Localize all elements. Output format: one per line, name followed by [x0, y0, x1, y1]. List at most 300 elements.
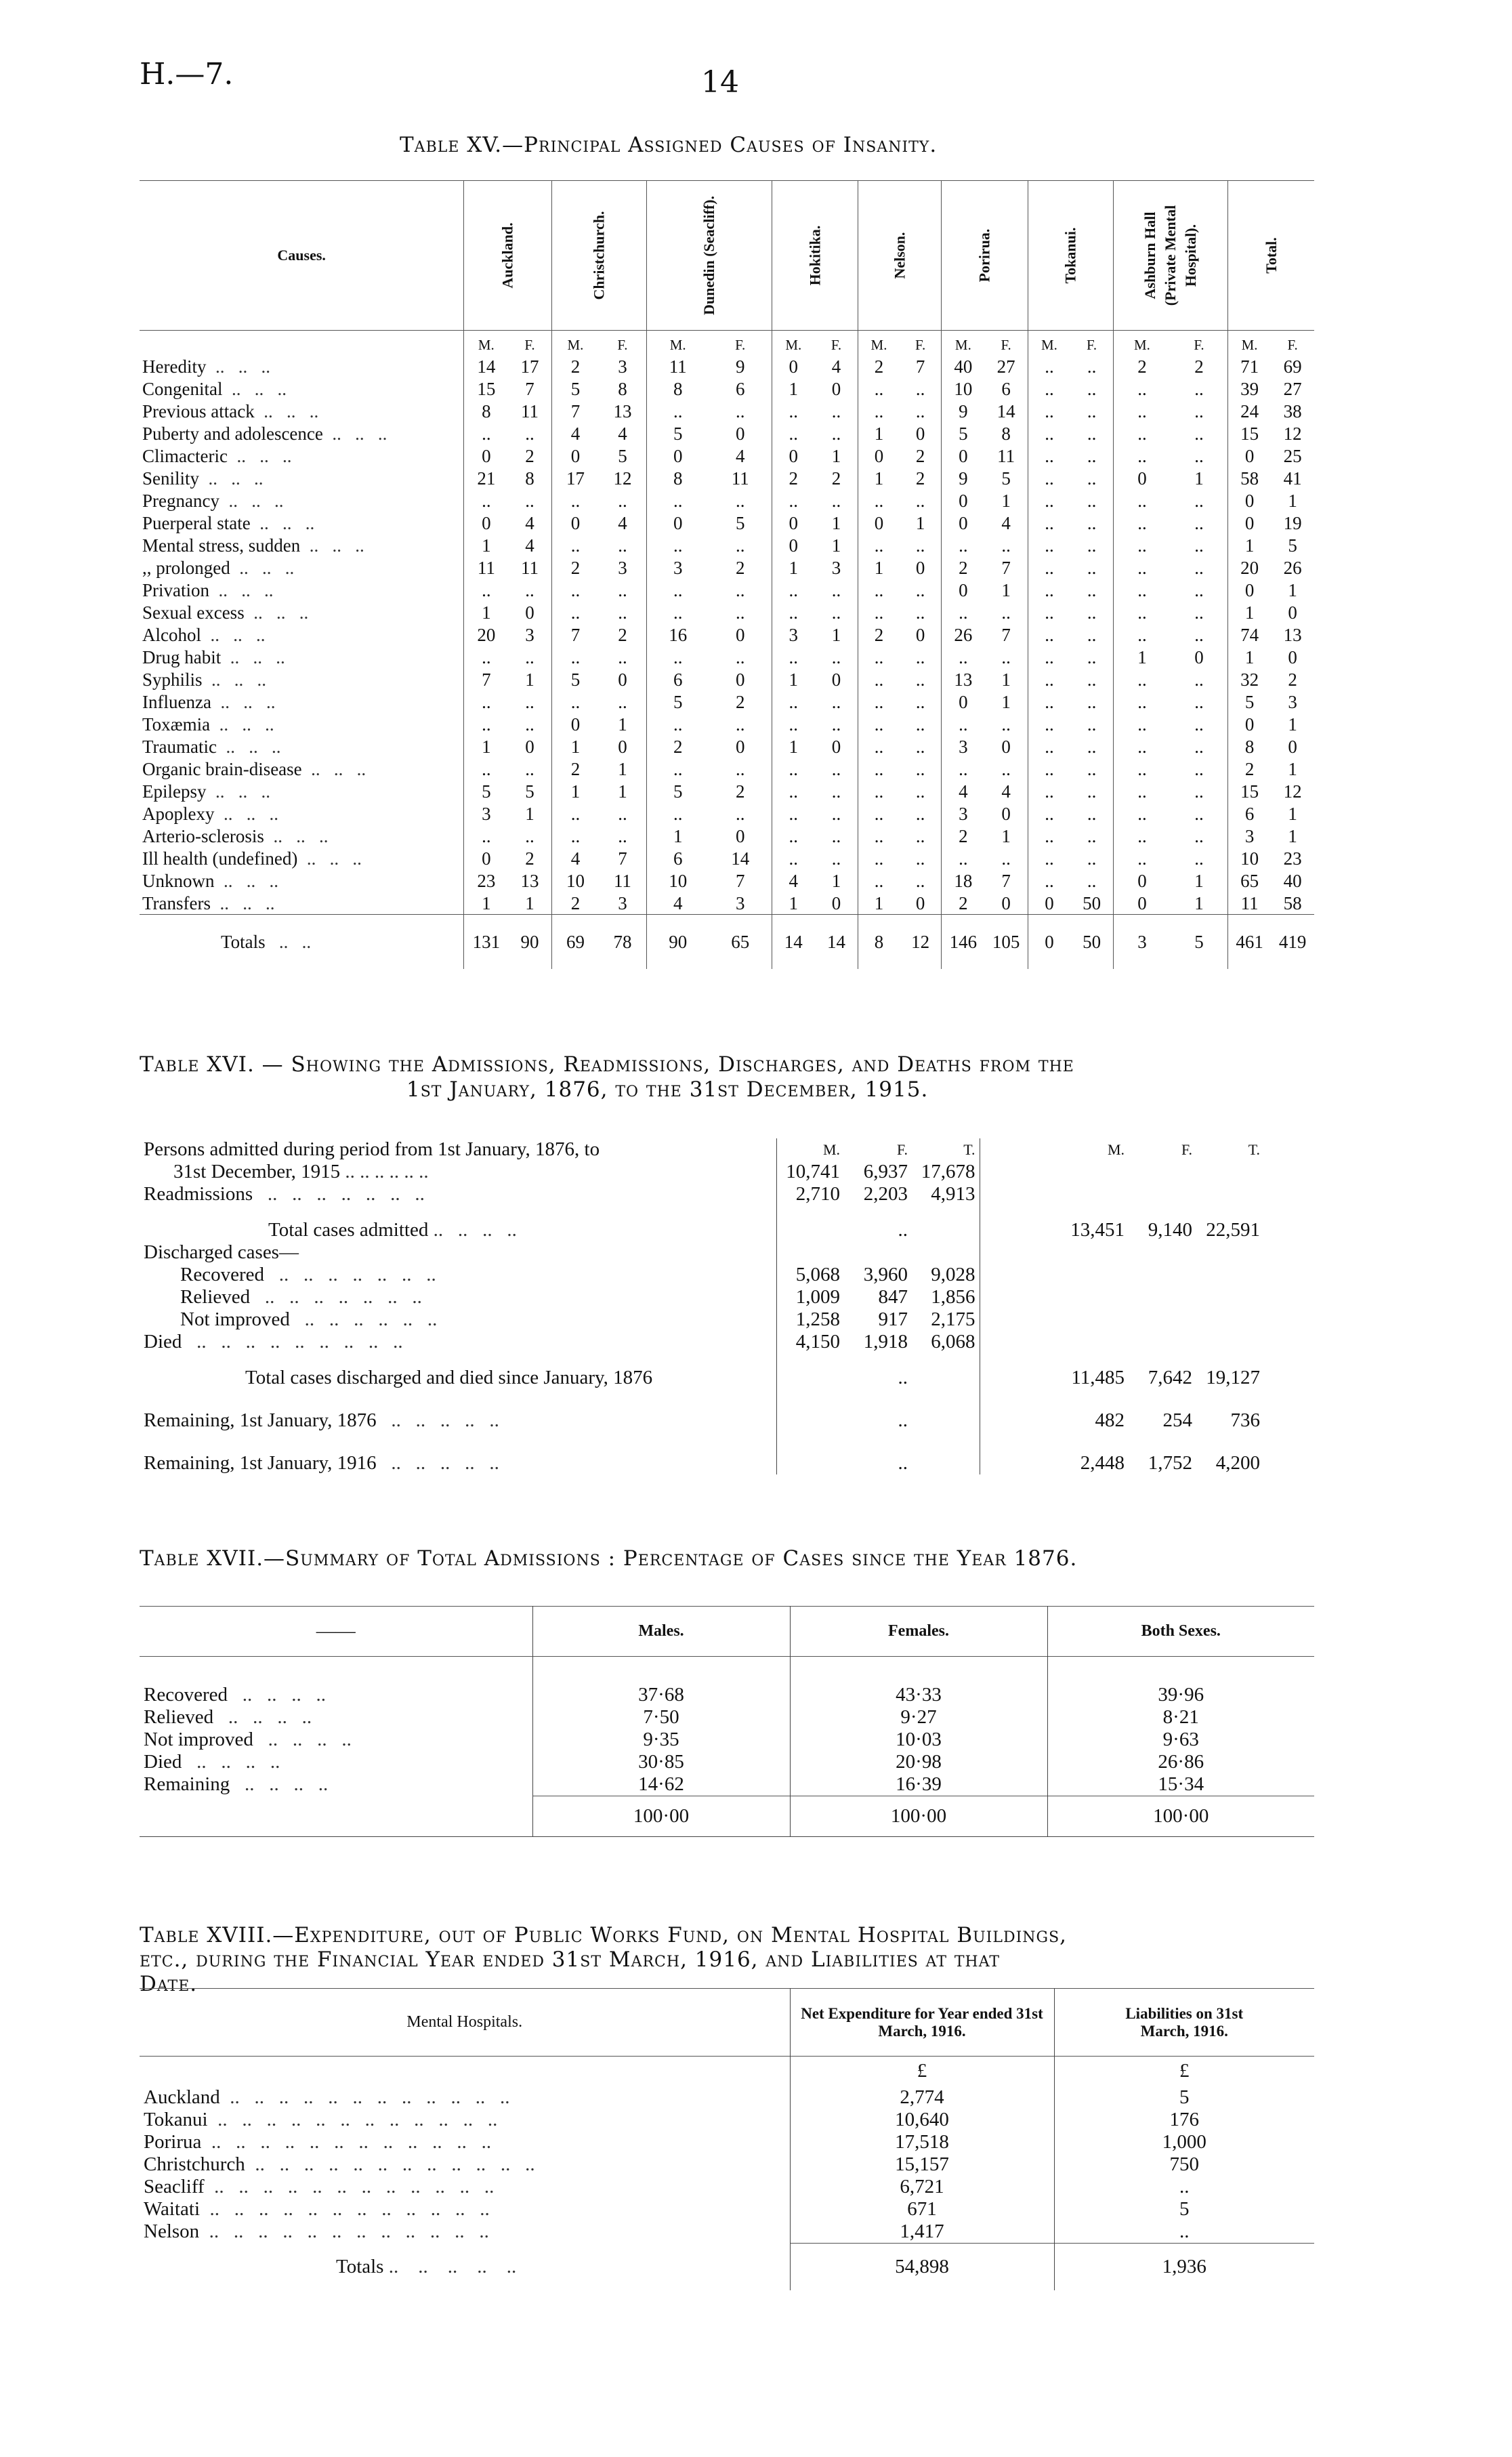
row-label: Recovered	[144, 1684, 228, 1706]
cell-value: ..	[1045, 512, 1054, 533]
cell-value: 9	[959, 400, 968, 421]
cell-value: 11	[508, 556, 551, 579]
cell-value: ..	[1171, 713, 1228, 735]
cell-value: ..	[874, 535, 884, 556]
mf-label: F.	[1171, 331, 1228, 356]
liability-value: ..	[1179, 2220, 1190, 2242]
cell-value: 3	[508, 623, 551, 646]
total-value: 8	[858, 915, 900, 970]
total-value: 65	[709, 915, 772, 970]
cell-value: 0	[815, 668, 858, 690]
cell-value: 0	[1244, 512, 1255, 533]
mf-label: F.	[508, 331, 551, 356]
cell-value: 2	[570, 557, 581, 578]
total-value: 419	[1271, 915, 1314, 970]
cell-value: ..	[1171, 556, 1228, 579]
cause-label: Mental stress, sudden .. .. ..	[140, 534, 464, 556]
cell-value: ..	[1070, 377, 1113, 400]
cell-value: ..	[1045, 848, 1054, 869]
cell-value: ..	[900, 690, 942, 713]
cell-value: 2	[570, 356, 581, 377]
cell-value: 0	[789, 445, 799, 466]
cell-value: 15·34	[1158, 1773, 1204, 1795]
cell-value: ..	[599, 825, 646, 847]
table-row: Nelson .. .. .. .. .. .. .. .. .. .. .. .. 1,417 ..	[140, 2221, 1314, 2244]
expenditure-value: 2,774	[790, 2086, 1054, 2109]
hospital-name: Waitati	[144, 2197, 201, 2220]
liability-value: 5	[1179, 2197, 1190, 2220]
table-row	[140, 802, 1314, 825]
cell-value: ..	[1171, 802, 1228, 825]
cause-label: Apoplexy .. .. ..	[140, 802, 464, 825]
cell-value: ..	[900, 713, 942, 735]
cell-value: 1	[1171, 869, 1228, 892]
cell-value: 0	[1137, 468, 1147, 489]
cell-value: 7	[570, 624, 581, 645]
cell-value: ..	[508, 579, 551, 601]
cell-value: 0	[1137, 892, 1147, 913]
cell-value: 0	[815, 892, 858, 915]
cause-label: Pregnancy .. .. ..	[140, 489, 464, 512]
cell-value: ..	[599, 601, 646, 623]
cell-value: 4	[508, 512, 551, 534]
cell-value: ..	[1070, 623, 1113, 646]
cell-value: ..	[1137, 714, 1147, 735]
cell-value: 0	[673, 445, 683, 466]
cell-value: 1	[570, 736, 581, 757]
cause-label: Influenza .. .. ..	[140, 690, 464, 713]
hospital-name: Tokanui	[144, 2108, 208, 2130]
cell-value: 7	[709, 869, 772, 892]
cell-value: ..	[1070, 735, 1113, 758]
cell-value: ..	[1137, 825, 1147, 846]
cell-value: 11	[508, 400, 551, 422]
hospital-name: Christchurch	[144, 2153, 245, 2175]
cell-value: 2	[709, 690, 772, 713]
cell-value: 4	[599, 422, 646, 445]
cell-value: ..	[482, 758, 491, 779]
total-value: 78	[599, 915, 646, 970]
liability-value: ..	[1179, 2175, 1190, 2197]
cell-value: ..	[1070, 534, 1113, 556]
cell-value: 0	[900, 892, 942, 915]
cell-value: 74	[1240, 624, 1259, 645]
mf-label: F.	[1287, 337, 1298, 353]
hospital-name: Seacliff	[144, 2175, 205, 2197]
cell-value: 12	[599, 467, 646, 489]
cell-value: 14	[985, 400, 1028, 422]
cell-value: ..	[789, 848, 799, 869]
cell-value: ..	[1045, 691, 1054, 712]
cell-value: 0	[599, 668, 646, 690]
cell-value: ..	[508, 646, 551, 668]
cell-value: 0	[482, 512, 491, 533]
cell-value: 15	[1240, 423, 1259, 444]
cell-value: 5	[570, 669, 581, 690]
cell-value: ..	[709, 601, 772, 623]
cell-value: 1	[1288, 758, 1297, 779]
cell-value: ..	[1171, 780, 1228, 802]
cell-value: 39·96	[1158, 1684, 1204, 1706]
cell-value: ..	[874, 848, 884, 869]
cell-value: ..	[1045, 803, 1054, 824]
expenditure-value: 6,721	[790, 2176, 1054, 2198]
cell-value: 4	[815, 355, 858, 377]
cell-value: ..	[482, 490, 491, 511]
cell-value: 1	[508, 668, 551, 690]
cell-value: 10	[1240, 848, 1259, 869]
total-value: 3	[1113, 915, 1171, 970]
cell-value: ..	[900, 400, 942, 422]
table15	[140, 180, 1314, 969]
cell-value: 4	[709, 445, 772, 467]
cell-value: ..	[959, 646, 968, 667]
cell-value: 1	[789, 892, 799, 913]
table-row	[140, 758, 1314, 780]
row-label: Died	[144, 1751, 182, 1773]
table-row	[140, 869, 1314, 892]
cell-value: 40	[954, 356, 973, 377]
cause-label: Traumatic .. .. ..	[140, 735, 464, 758]
table-row	[140, 847, 1314, 869]
cell-value: 0	[1288, 736, 1297, 757]
cell-value: 30·85	[532, 1751, 790, 1773]
mf-label: F.	[815, 331, 858, 356]
table-row	[140, 355, 1314, 377]
table-row	[140, 601, 1314, 623]
cell-value: 0	[1171, 646, 1228, 668]
cause-label: Organic brain-disease .. .. ..	[140, 758, 464, 780]
cell-value: ..	[1070, 668, 1113, 690]
cell-value: ..	[599, 690, 646, 713]
cell-value: 2	[1137, 356, 1147, 377]
cell-value: ..	[815, 646, 858, 668]
cell-value: ..	[482, 579, 491, 600]
cell-value: ..	[1070, 847, 1113, 869]
mf-label: M.	[1041, 337, 1057, 353]
cell-value: 3	[815, 556, 858, 579]
cell-value: ..	[815, 847, 858, 869]
cell-value: 4	[789, 870, 799, 891]
cell-value: ..	[508, 489, 551, 512]
cell-value: ..	[985, 713, 1028, 735]
row-label: Not improved	[144, 1729, 253, 1750]
col-header: Porirua.	[942, 181, 1028, 331]
table-row: Seacliff .. .. .. .. .. .. .. .. .. .. .. .. 6,721 ..	[140, 2176, 1314, 2198]
cause-label: Puberty and adolescence .. .. ..	[140, 422, 464, 445]
table18-caption-2: etc., during the Financial Year ended 31st March, 1916, and Liabilities at that	[140, 1947, 1001, 1972]
cell-value: ..	[709, 400, 772, 422]
cell-value: 3	[709, 892, 772, 915]
cell-value: ..	[900, 534, 942, 556]
cell-value: 13	[599, 400, 646, 422]
table16-caption-2: 1st January, 1876, to the 31st December, 1915.	[406, 1077, 929, 1102]
cell-value: 9	[709, 355, 772, 377]
cell-value: ..	[570, 803, 581, 824]
cell-value: ..	[1070, 646, 1113, 668]
cell-value: ..	[1070, 758, 1113, 780]
expenditure-value: 671	[790, 2198, 1054, 2221]
cell-value: ..	[985, 646, 1028, 668]
cell-value: 0	[599, 735, 646, 758]
cell-value: 0	[1244, 714, 1255, 735]
cell-value: 8	[482, 400, 491, 421]
cause-label: Heredity .. .. ..	[140, 355, 464, 377]
cell-value: 3	[673, 557, 683, 578]
cell-value: 1	[1244, 646, 1255, 667]
table-row: Not improved .. .. .. .. 9·35 10·03 9·63	[140, 1729, 1314, 1751]
cell-value: 11	[709, 467, 772, 489]
cell-value: ..	[1045, 356, 1054, 377]
cell-value: 71	[1240, 356, 1259, 377]
mf-label: F.	[985, 331, 1028, 356]
cause-label: Drug habit .. .. ..	[140, 646, 464, 668]
cell-value: ..	[874, 736, 884, 757]
cell-value: ..	[1137, 624, 1147, 645]
cell-value: ..	[874, 400, 884, 421]
cell-value: 19	[1283, 512, 1302, 533]
liability-value: 750	[1169, 2153, 1199, 2175]
cell-value: ..	[673, 602, 683, 623]
cell-value: 11	[477, 557, 495, 578]
cell-value: ..	[900, 847, 942, 869]
cell-value: 0	[1288, 646, 1297, 667]
cell-value: ..	[570, 646, 581, 667]
cell-value: 0	[1244, 579, 1255, 600]
liability-value: 1,000	[1162, 2130, 1206, 2153]
cell-value: 0	[959, 490, 968, 511]
cell-value: ..	[1070, 601, 1113, 623]
cell-value: ..	[599, 646, 646, 668]
cell-value: ..	[1171, 400, 1228, 422]
cell-value: 26·86	[1158, 1751, 1204, 1773]
cell-value: 7·50	[532, 1706, 790, 1729]
cell-value: 1	[482, 736, 491, 757]
table-row	[140, 534, 1314, 556]
cell-value: 0	[985, 735, 1028, 758]
cell-value: ..	[874, 378, 884, 399]
cell-value: 8	[985, 422, 1028, 445]
cell-value: 4	[570, 848, 581, 869]
cell-value: 11	[669, 356, 687, 377]
cell-value: ..	[1045, 758, 1054, 779]
col-header: Ashburn Hall (Private Mental Hospital).	[1113, 181, 1227, 331]
cell-value: 58	[1240, 468, 1259, 489]
cell-value: 11	[599, 869, 646, 892]
cell-value: 2	[1288, 669, 1297, 690]
table16-caption: Table XVI. — Showing the Admissions, Readmissions, Discharges, and Deaths from the	[140, 1052, 1074, 1077]
causes-header: Causes.	[140, 181, 464, 331]
cell-value: ..	[874, 691, 884, 712]
cell-value: 6	[673, 848, 683, 869]
cell-value: ..	[1070, 802, 1113, 825]
cell-value: 2	[599, 623, 646, 646]
cause-label: Ill health (undefined) .. .. ..	[140, 847, 464, 869]
cell-value: ..	[1045, 468, 1054, 489]
cell-value: ..	[789, 758, 799, 779]
cell-value: 8	[673, 378, 683, 399]
table-row	[140, 892, 1314, 915]
cell-value: 2	[570, 892, 581, 913]
cell-value: ..	[789, 714, 799, 735]
table-row	[140, 780, 1314, 802]
cell-value: ..	[874, 825, 884, 846]
cell-value: 1	[482, 602, 491, 623]
cause-label: Unknown .. .. ..	[140, 869, 464, 892]
cell-value: ..	[1171, 623, 1228, 646]
cell-value: ..	[673, 646, 683, 667]
table-row: Recovered .. .. .. .. 37·68 43·33 39·96	[140, 1684, 1314, 1706]
cell-value: ..	[1171, 847, 1228, 869]
cell-value: 0	[709, 668, 772, 690]
t16-value: 10,741	[786, 1161, 840, 1182]
cause-label: Privation .. .. ..	[140, 579, 464, 601]
cell-value: ..	[815, 601, 858, 623]
mf-label: M.	[567, 337, 584, 353]
cell-value: ..	[482, 646, 491, 667]
cell-value: ..	[1045, 490, 1054, 511]
cause-label: Senility .. .. ..	[140, 467, 464, 489]
cell-value: 13	[1283, 624, 1302, 645]
cell-value: 7	[900, 355, 942, 377]
cell-value: ..	[1070, 355, 1113, 377]
total-value: 12	[900, 915, 942, 970]
cell-value: 9·63	[1162, 1729, 1199, 1750]
table-row: Waitati .. .. .. .. .. .. .. .. .. .. .. .. 671 5	[140, 2198, 1314, 2221]
cell-value: ..	[1045, 624, 1054, 645]
cell-value: 20	[1240, 557, 1259, 578]
cell-value: ..	[1070, 467, 1113, 489]
cell-value: 1	[789, 736, 799, 757]
cell-value: 11	[1240, 892, 1259, 913]
cell-value: ..	[1137, 691, 1147, 712]
cell-value: 2	[789, 468, 799, 489]
cell-value: ..	[1171, 668, 1228, 690]
cell-value: ..	[815, 802, 858, 825]
cell-value: 6	[673, 669, 683, 690]
cell-value: ..	[599, 579, 646, 601]
cell-value: 23	[477, 870, 496, 891]
cell-value: ..	[1171, 534, 1228, 556]
table-row	[140, 690, 1314, 713]
cell-value: ..	[789, 803, 799, 824]
cell-value: 13	[954, 669, 973, 690]
cell-value: ..	[1045, 535, 1054, 556]
cell-value: ..	[815, 713, 858, 735]
cell-value: 1	[985, 825, 1028, 847]
cell-value: ..	[1137, 445, 1147, 466]
cell-value: 1	[815, 512, 858, 534]
cell-value: 27	[985, 355, 1028, 377]
cell-value: ..	[570, 825, 581, 846]
cell-value: 0	[874, 512, 884, 533]
cell-value: 0	[570, 512, 581, 533]
page-number: 14	[701, 65, 739, 100]
cell-value: 2	[959, 825, 968, 846]
cell-value: ..	[874, 781, 884, 802]
cell-value: ..	[709, 534, 772, 556]
cell-value: ..	[1171, 422, 1228, 445]
cell-value: ..	[599, 489, 646, 512]
cell-value: ..	[1171, 690, 1228, 713]
cause-label: Epilepsy .. .. ..	[140, 780, 464, 802]
col-header: Christchurch.	[551, 181, 646, 331]
cell-value: 2	[959, 892, 968, 913]
cell-value: ..	[1171, 489, 1228, 512]
cell-value: ..	[900, 735, 942, 758]
row-label: Remaining	[144, 1773, 230, 1796]
cell-value: 17	[508, 355, 551, 377]
cell-value: 65	[1240, 870, 1259, 891]
cell-value: 0	[709, 735, 772, 758]
cell-value: 0	[673, 512, 683, 533]
cell-value: 2	[900, 445, 942, 467]
cell-value: 3	[1288, 691, 1297, 712]
cell-value: 1	[874, 892, 884, 913]
cell-value: 21	[477, 468, 496, 489]
cell-value: 38	[1283, 400, 1302, 421]
cell-value: ..	[985, 534, 1028, 556]
cell-value: 0	[709, 623, 772, 646]
cell-value: 0	[482, 445, 491, 466]
table-row	[140, 735, 1314, 758]
cell-value: ..	[1137, 669, 1147, 690]
col-header: Nelson.	[858, 181, 942, 331]
cell-value: 1	[1288, 490, 1297, 511]
cell-value: ..	[789, 423, 799, 444]
table-row: Remaining .. .. .. .. 14·62 16·39 15·34	[140, 1773, 1314, 1796]
cell-value: 0	[1244, 445, 1255, 466]
cell-value: ..	[1045, 825, 1054, 846]
cell-value: 26	[954, 624, 973, 645]
cell-value: 0	[508, 735, 551, 758]
cell-value: 4	[508, 534, 551, 556]
cell-value: ..	[789, 781, 799, 802]
cause-label: ,, prolonged .. .. ..	[140, 556, 464, 579]
cell-value: ..	[508, 422, 551, 445]
cell-value: ..	[1137, 378, 1147, 399]
cell-value: 1	[599, 713, 646, 735]
cell-value: 1	[985, 489, 1028, 512]
table-row	[140, 825, 1314, 847]
cell-value: 13	[508, 869, 551, 892]
table17-caption: Table XVII.—Summary of Total Admissions : Percentage of Cases since the Year 1876.	[140, 1546, 1078, 1571]
cell-value: 0	[1288, 602, 1297, 623]
table-row: Relieved .. .. .. .. 7·50 9·27 8·21	[140, 1706, 1314, 1729]
cell-value: ..	[673, 579, 683, 600]
cell-value: ..	[900, 869, 942, 892]
cell-value: 7	[482, 669, 491, 690]
cell-value: 12	[1283, 781, 1302, 802]
cell-value: ..	[709, 713, 772, 735]
hospital-name: Auckland	[144, 2086, 220, 2108]
cell-value: 5	[1244, 691, 1255, 712]
cause-label: Toxæmia .. .. ..	[140, 713, 464, 735]
cell-value: 3	[482, 803, 491, 824]
cell-value: ..	[482, 423, 491, 444]
cell-value: ..	[874, 579, 884, 600]
cell-value: 1	[1288, 714, 1297, 735]
col-header: Hokitika.	[772, 181, 858, 331]
cell-value: 1	[1288, 579, 1297, 600]
cell-value: ..	[673, 714, 683, 735]
cell-value: 7	[508, 377, 551, 400]
cell-value: 23	[1283, 848, 1302, 869]
cell-value: ..	[673, 758, 683, 779]
cell-value: 27	[1283, 378, 1302, 399]
cause-label: Climacteric .. .. ..	[140, 445, 464, 467]
table-row: Christchurch .. .. .. .. .. .. .. .. .. .. .. .. 15,157 750	[140, 2153, 1314, 2176]
